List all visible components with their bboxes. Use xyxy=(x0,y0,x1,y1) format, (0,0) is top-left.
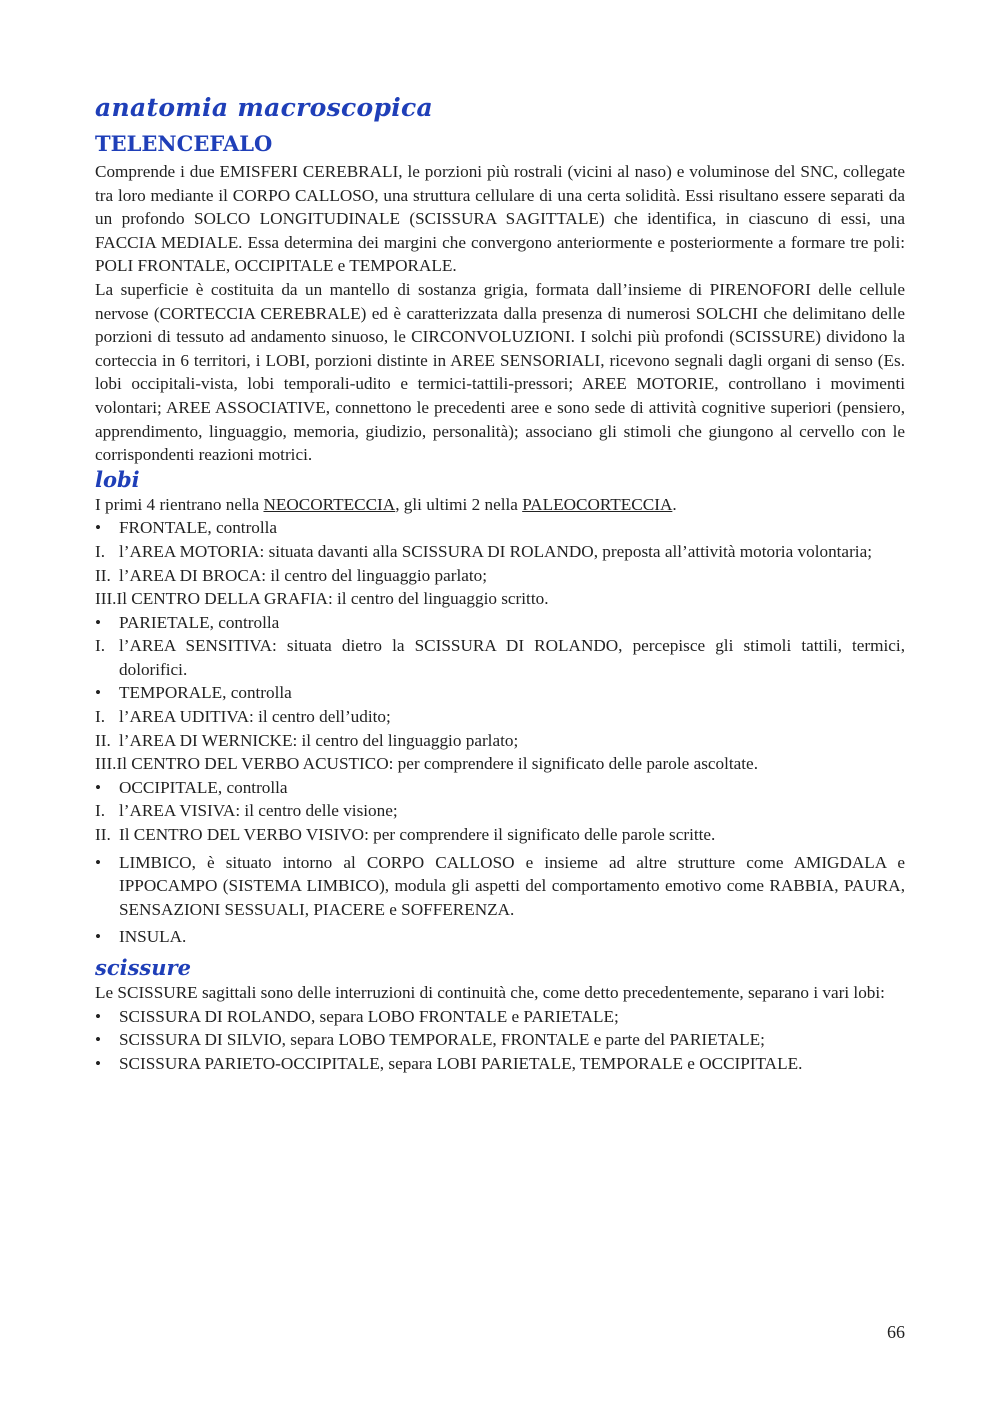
lobi-list-item xyxy=(95,564,905,588)
list-marker: I. xyxy=(95,801,106,821)
list-item-text: LIMBICO, è situato intorno al CORPO CALLOSO e insieme ad altre strutture come AMIGDALA e IPPOCAMPO (SISTEMA LIMBICO), modula gli aspetti del comportamento emotivo come RABBIA, PAURA, SENSAZIONI SESSUALI, PIACERE e SOFFERENZA. xyxy=(119,852,905,919)
bullet-marker: • xyxy=(95,1030,102,1050)
list-item-text: l’AREA DI BROCA: il centro del linguaggio parlato; xyxy=(119,565,488,585)
intro-paragraph-1: Comprende i due EMISFERI CEREBRALI, le porzioni più rostrali (vicini al naso) e voluminose del SNC, collegate tra loro mediante il CORPO CALLOSO, una struttura cellulare di una certa solidità. Essi risultano essere separati da un profondo SOLCO LONGITUDINALE (SCISSURA SAGITTALE) che identifica, in ciascuno di essi, una FACCIA MEDIALE. Essa determina dei margini che convergono anteriormente e posteriormente a formare tre poli: POLI FRONTALE, OCCIPITALE e TEMPORALE. xyxy=(95,162,905,276)
neocorteccia-term: NEOCORTECCIA xyxy=(263,494,396,514)
scissure-list-item xyxy=(95,1005,905,1029)
scissure-intro: Le SCISSURE sagittali sono delle interruzioni di continuità che, come detto precedentemente, separano i vari lobi: xyxy=(95,983,885,1002)
lobi-list-item xyxy=(95,729,905,753)
lobi-list-item xyxy=(95,752,905,776)
lobi-intro: I primi 4 rientrano nella NEOCORTECCIA, gli ultimi 2 nella PALEOCORTECCIA. xyxy=(95,494,677,514)
bullet-marker: • xyxy=(95,1053,102,1073)
scissure-list xyxy=(95,1005,905,1076)
paleocorteccia-term: PALEOCORTECCIA xyxy=(522,494,673,514)
scissure-list-item xyxy=(95,1028,905,1052)
page-heading: anatomia macroscopica xyxy=(95,93,434,122)
list-marker: • xyxy=(95,777,102,797)
list-marker: • xyxy=(95,612,102,632)
lobi-list-item xyxy=(95,587,905,611)
lobi-list-item xyxy=(95,681,905,705)
list-marker: I. xyxy=(95,541,106,561)
lobi-list xyxy=(95,516,905,949)
list-marker: I. xyxy=(95,636,106,656)
list-item-text: l’AREA DI WERNICKE: il centro del linguaggio parlato; xyxy=(119,730,519,750)
bullet-marker: • xyxy=(95,1006,102,1026)
list-marker: II. xyxy=(95,565,111,585)
list-item-text: INSULA. xyxy=(119,927,187,947)
list-marker: II. xyxy=(95,825,111,845)
scissure-list-item xyxy=(95,1052,905,1076)
list-marker: • xyxy=(95,852,102,872)
list-item-text: OCCIPITALE, controlla xyxy=(119,777,288,797)
lobi-heading: lobi xyxy=(95,466,140,492)
list-item-text: TEMPORALE, controlla xyxy=(119,683,292,703)
list-item-text: l’AREA VISIVA: il centro delle visione; xyxy=(119,801,398,821)
lobi-list-item xyxy=(95,776,905,800)
list-item-text: SCISSURA PARIETO-OCCIPITALE, separa LOBI PARIETALE, TEMPORALE e OCCIPITALE. xyxy=(119,1053,803,1073)
section-title: TELENCEFALO xyxy=(95,131,273,156)
list-item-text: III.Il CENTRO DELLA GRAFIA: il centro del linguaggio scritto. xyxy=(95,589,549,609)
list-item-text: FRONTALE, controlla xyxy=(119,518,278,538)
list-marker: • xyxy=(95,927,102,947)
lobi-list-item xyxy=(95,705,905,729)
lobi-list-item xyxy=(95,611,905,635)
document-page xyxy=(95,88,905,1075)
list-item-text: l’AREA MOTORIA: situata davanti alla SCISSURA DI ROLANDO, preposta all’attività motoria volontaria; xyxy=(119,541,872,561)
list-item-text: l’AREA SENSITIVA: situata dietro la SCISSURA DI ROLANDO, percepisce gli stimoli tattili, termici, dolorifici. xyxy=(119,636,905,679)
page-number: 66 xyxy=(887,1322,905,1342)
list-item-text: Il CENTRO DEL VERBO VISIVO: per comprendere il significato delle parole scritte. xyxy=(119,825,716,845)
list-item-text: SCISSURA DI SILVIO, separa LOBO TEMPORALE, FRONTALE e parte del PARIETALE; xyxy=(119,1030,765,1050)
list-item-text: III.Il CENTRO DEL VERBO ACUSTICO: per comprendere il significato delle parole ascoltate. xyxy=(95,754,758,774)
list-item-text: l’AREA UDITIVA: il centro dell’udito; xyxy=(119,707,391,727)
lobi-list-item xyxy=(95,799,905,823)
lobi-list-item xyxy=(95,823,905,847)
list-marker: I. xyxy=(95,707,106,727)
list-item-text: SCISSURA DI ROLANDO, separa LOBO FRONTALE e PARIETALE; xyxy=(119,1006,619,1026)
lobi-list-item xyxy=(95,634,905,681)
lobi-list-item xyxy=(95,925,905,949)
list-marker: • xyxy=(95,683,102,703)
intro-paragraph-2: La superficie è costituita da un mantello di sostanza grigia, formata dall’insieme di PIRENOFORI delle cellule nervose (CORTECCIA CEREBRALE) ed è caratterizzata dalla presenza di numerosi SOLCHI che delimitano delle porzioni di tessuto ad andamento sinuoso, le CIRCONVOLUZIONI. I solchi più profondi (SCISSURE) dividono la corteccia in 6 territori, i LOBI, porzioni distinte in AREE SENSORIALI, ricevono segnali dagli organi di senso (Es. lobi occipitali-vista, lobi temporali-udito e termici-tattili-pressori; AREE MOTORIE, controllano i movimenti volontari; AREE ASSOCIATIVE, connettono le precedenti aree e sono sede di attività cognitive superiori (pensiero, apprendimento, linguaggio, memoria, giudizio, personalità); associano gli stimoli che giungono al cervello con le corrispondenti reazioni motrici. xyxy=(95,279,905,465)
list-item-text: PARIETALE, controlla xyxy=(119,612,280,632)
lobi-list-item xyxy=(95,540,905,564)
scissure-heading: scissure xyxy=(95,955,191,980)
lobi-list-item xyxy=(95,516,905,540)
lobi-list-item xyxy=(95,851,905,922)
list-marker: II. xyxy=(95,730,111,750)
list-marker: • xyxy=(95,518,102,538)
